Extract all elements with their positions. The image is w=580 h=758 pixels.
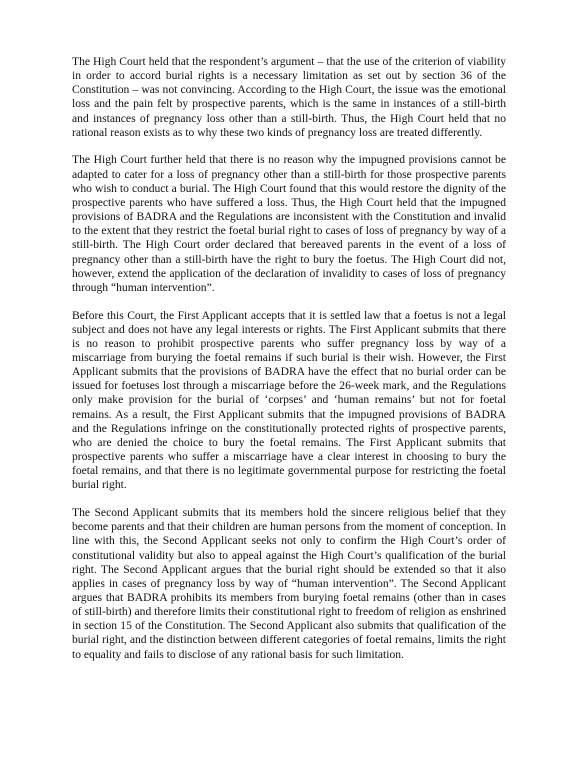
paragraph-first-applicant: Before this Court, the First Applicant accepts that it is settled law that a foetus is not a legal subject and does not have any legal interests or rights. The First Applicant submits that there is no reason to prohibit prospective parents who suffer pregnancy loss by way of a miscarriage from burying the foetal remains if such burial is their wish. However, the First Applicant submits that the provisions of BADRA have the effect that no burial order can be issued for foetuses lost through a miscarriage before the 26-week mark, and the Regulations only make provision for the burial of ‘corpses’ and ‘human remains’ but not for foetal remains. As a result, the First Applicant submits that the impugned provisions of BADRA and the Regulations infringe on the constitutionally protected rights of prospective parents, who are denied the choice to bury the foetal remains. The First Applicant submits that prospective parents who suffer a miscarriage have a clear interest in choosing to bury the foetal remains, and that there is no legitimate governmental purpose for restricting the foetal burial right. [72,308,506,492]
paragraph-high-court-viability: The High Court held that the respondent’s argument – that the use of the criterion of viability in order to accord burial rights is a necessary limitation as set out by section 36 of the Constitution – was not convincing. According to the High Court, the issue was the emotional loss and the pain felt by prospective parents, which is the same in instances of a still-birth and instances of pregnancy loss other than a still-birth. Thus, the High Court held that no rational reason exists as to why these two kinds of pregnancy loss are treated differently. [72,55,506,139]
paragraph-second-applicant: The Second Applicant submits that its members hold the sincere religious belief that they become parents and that their children are human persons from the moment of conception. In line with this, the Second Applicant seeks not only to confirm the High Court’s order of constitutional validity but also to appeal against the High Court’s qualification of the burial right. The Second Applicant argues that the burial right should be extended so that it also applies in cases of pregnancy loss by way of “human intervention”. The Second Applicant argues that BADRA prohibits its members from burying foetal remains (other than in cases of still-birth) and therefore limits their constitutional right to freedom of religion as enshrined in section 15 of the Constitution. The Second Applicant also submits that qualification of the burial right, and the distinction between different categories of foetal remains, limits the right to equality and fails to disclose of any rational basis for such limitation. [72,506,506,661]
paragraph-high-court-order: The High Court further held that there is no reason why the impugned provisions cannot be adapted to cater for a loss of pregnancy other than a still-birth for those prospective parents who wish to conduct a burial. The High Court found that this would restore the dignity of the prospective parents who have suffered a loss. Thus, the High Court held that the impugned provisions of BADRA and the Regulations are inconsistent with the Constitution and invalid to the extent that they restrict the foetal burial right to cases of loss of pregnancy by way of a still-birth. The High Court order declared that bereaved parents in the event of a loss of pregnancy other than a still-birth have the right to bury the foetus. The High Court did not, however, extend the application of the declaration of invalidity to cases of loss of pregnancy through “human intervention”. [72,153,506,294]
